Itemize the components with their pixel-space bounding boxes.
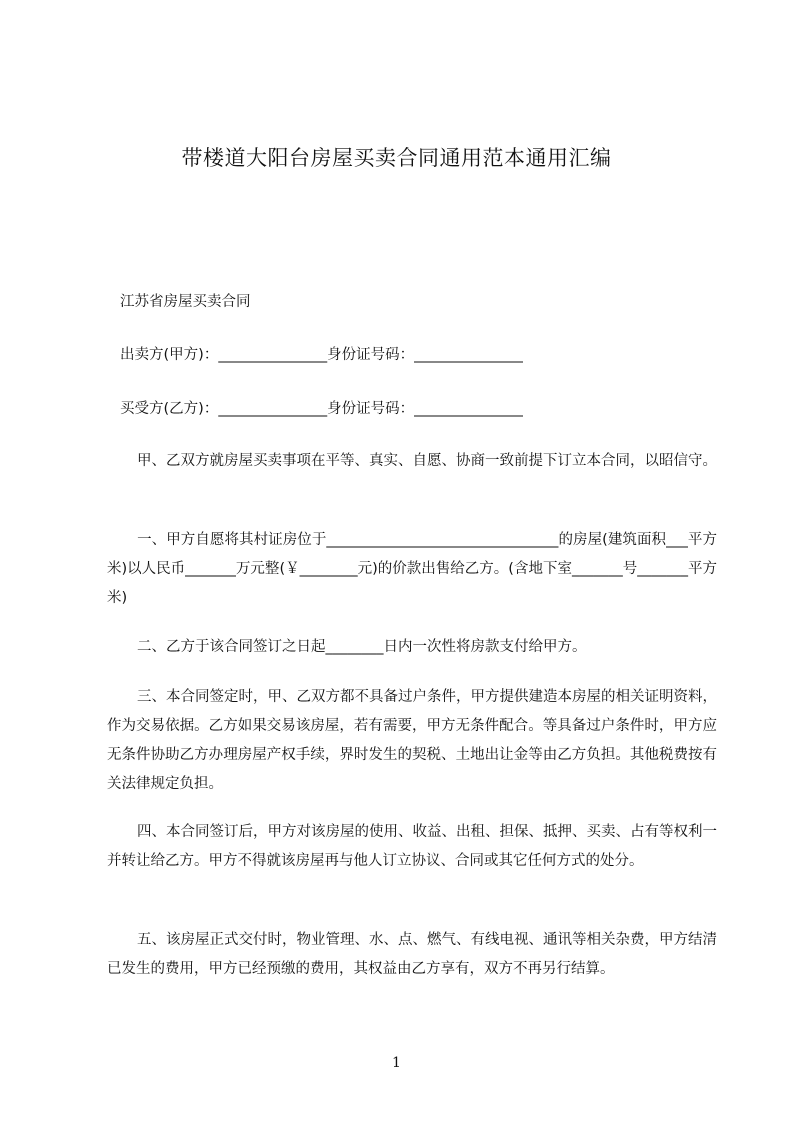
- clause-5-text: 五、该房屋正式交付时，物业管理、水、点、燃气、有线电视、通讯等相关杂费，甲方结清已发生的费用，甲方已经预缴的费用，其权益由乙方享有，双方不再另行结算。: [107, 932, 717, 977]
- clause-3-paragraph: [107, 683, 717, 799]
- intro-text: 甲、乙双方就房屋买卖事项在平等、真实、自愿、协商一致前提下订立本合同，以昭信守。: [137, 453, 717, 469]
- clause-2-paragraph: [107, 633, 717, 662]
- clause-3-text: 三、本合同签定时，甲、乙双方都不具备过户条件，甲方提供建造本房屋的相关证明资料，作为交易依据。乙方如果交易该房屋，若有需要，甲方无条件配合。等具备过户条件时，甲方应无条件协助乙方办理房屋产权手续，界时发生的契税、土地出让金等由乙方负担。其他税费按有关法律规定负担。: [107, 689, 717, 792]
- clause-1-paragraph: [107, 526, 717, 613]
- clause-2-text: 二、乙方于该合同签订之日起________日内一次性将房款支付给甲方。: [137, 639, 587, 655]
- page-number: 1: [392, 1055, 401, 1071]
- clause-1-text: 一、甲方自愿将其村证房位于________________________________的房屋(建筑面积___平方米)以人民币_______万元整(￥________元)的价款出售给乙方。(含地下室_______号_______平方米): [107, 532, 717, 606]
- intro-paragraph: [107, 447, 717, 476]
- contract-subtitle: 江苏省房屋买卖合同: [120, 294, 251, 310]
- buyer-line: 买受方(乙方)：_______________身份证号码：_______________: [120, 401, 523, 417]
- document-title: 带楼道大阳台房屋买卖合同通用范本通用汇编: [181, 146, 612, 170]
- seller-line: 出卖方(甲方)：_______________身份证号码：_______________: [120, 347, 523, 363]
- clause-4-paragraph: [107, 818, 717, 876]
- clause-4-text: 四、本合同签订后，甲方对该房屋的使用、收益、出租、担保、抵押、买卖、占有等权利一并转让给乙方。甲方不得就该房屋再与他人订立协议、合同或其它任何方式的处分。: [107, 824, 717, 869]
- clause-5-paragraph: [107, 926, 717, 984]
